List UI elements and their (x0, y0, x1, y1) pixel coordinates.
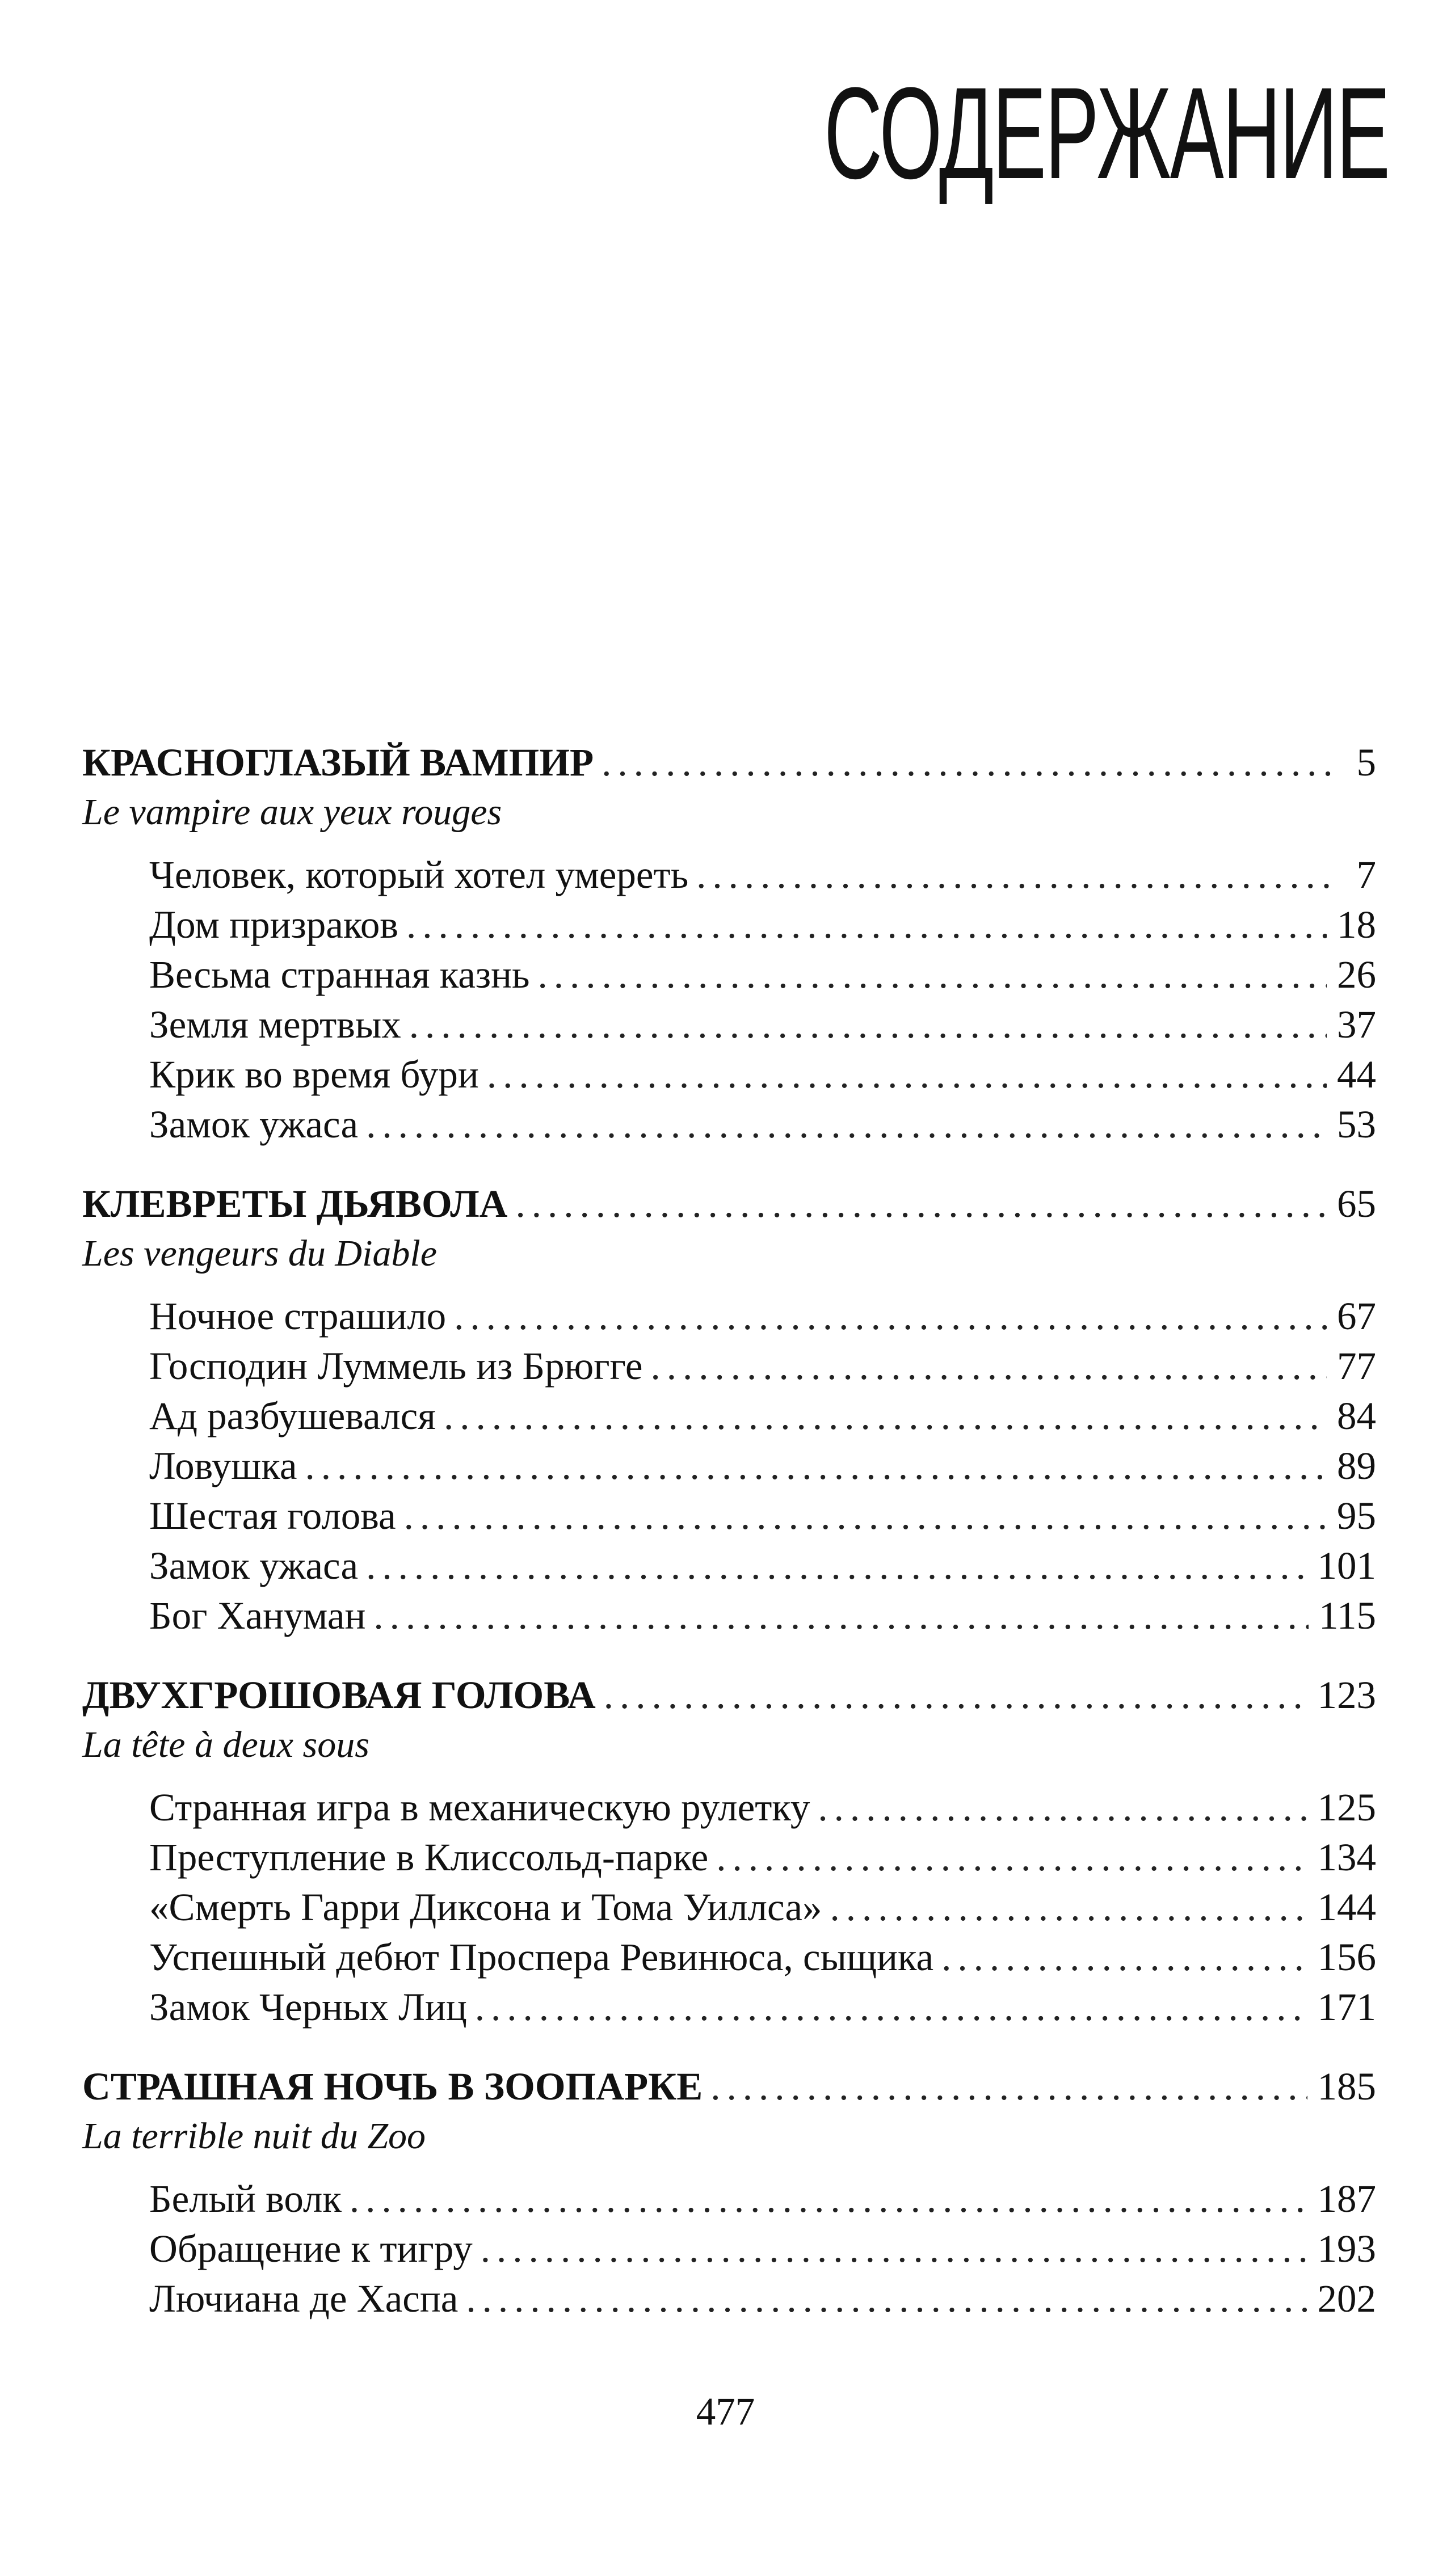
chapter-entry (82, 1291, 1376, 1341)
chapter-title: Человек, который хотел умереть (149, 853, 689, 896)
chapter-page-number: 84 (1337, 1394, 1376, 1437)
chapter-page-number: 89 (1337, 1444, 1376, 1487)
dot-leader (475, 1982, 1307, 2032)
page-number: 477 (696, 2390, 755, 2433)
chapter-title: Крик во время бури (149, 1053, 479, 1096)
chapter-entry (82, 1932, 1376, 1982)
chapter-page-number: 202 (1317, 2277, 1376, 2320)
dot-leader (830, 1882, 1307, 1932)
dot-leader (404, 1491, 1327, 1541)
toc-section (82, 1179, 1376, 1641)
section-heading (82, 1179, 1376, 1229)
chapter-entry (82, 2174, 1376, 2224)
chapter-title: Успешный дебют Проспера Ревинюса, сыщика (149, 1936, 934, 1979)
section-page-number: 5 (1356, 741, 1376, 784)
dot-leader (406, 900, 1327, 950)
page-title: СОДЕРЖАНИЕ (823, 60, 1389, 206)
chapter-title: Земля мертвых (149, 1003, 401, 1046)
chapter-title: Преступление в Клиссольд-парке (149, 1836, 709, 1879)
section-page-number: 185 (1317, 2065, 1376, 2108)
chapter-title: Ночное страшило (149, 1295, 447, 1338)
chapter-page-number: 101 (1317, 1544, 1376, 1587)
chapter-entry (82, 1832, 1376, 1882)
chapter-title: Замок ужаса (149, 1103, 359, 1146)
chapter-entry (82, 900, 1376, 950)
dot-leader (409, 1000, 1327, 1049)
dot-leader (444, 1391, 1327, 1441)
dot-leader (696, 850, 1339, 900)
dot-leader (710, 2061, 1307, 2111)
section-heading (82, 2061, 1376, 2111)
chapter-entry (82, 1099, 1376, 1149)
chapter-entry (82, 1000, 1376, 1049)
section-original-title: La terrible nuit du Zoo (82, 2115, 426, 2157)
chapter-page-number: 26 (1337, 953, 1376, 996)
chapter-page-number: 44 (1337, 1053, 1376, 1096)
chapter-page-number: 156 (1317, 1936, 1376, 1979)
dot-leader (350, 2174, 1307, 2224)
dot-leader (373, 1591, 1309, 1641)
chapter-title: Белый волк (149, 2177, 342, 2220)
chapter-entry (82, 1782, 1376, 1832)
dot-leader (602, 737, 1339, 787)
section-title: КРАСНОГЛАЗЫЙ ВАМПИР (82, 741, 594, 784)
chapter-entry (82, 1591, 1376, 1641)
chapter-page-number: 37 (1337, 1003, 1376, 1046)
chapter-page-number: 125 (1317, 1786, 1376, 1829)
chapter-title: Замок Черных Лиц (149, 1985, 467, 2029)
chapter-page-number: 193 (1317, 2227, 1376, 2270)
dot-leader (305, 1441, 1327, 1491)
chapter-entry (82, 1391, 1376, 1441)
chapter-entry (82, 1541, 1376, 1591)
section-original-title: Le vampire aux yeux rouges (82, 791, 502, 833)
chapter-page-number: 95 (1337, 1494, 1376, 1537)
table-of-contents (82, 737, 1376, 2353)
chapter-title: Ад разбушевался (149, 1394, 436, 1437)
chapter-page-number: 7 (1356, 853, 1376, 896)
chapter-title: «Смерть Гарри Диксона и Тома Уиллса» (149, 1886, 822, 1929)
chapter-page-number: 18 (1337, 903, 1376, 946)
dot-leader (481, 2224, 1307, 2274)
chapter-title: Бог Хануман (149, 1594, 366, 1637)
chapter-page-number: 171 (1317, 1985, 1376, 2029)
chapter-entry (82, 850, 1376, 900)
chapter-entry (82, 1882, 1376, 1932)
chapter-title: Странная игра в механическую рулетку (149, 1786, 810, 1829)
dot-leader (515, 1179, 1327, 1229)
chapter-entry (82, 950, 1376, 1000)
section-page-number: 123 (1317, 1673, 1376, 1717)
dot-leader (716, 1832, 1307, 1882)
dot-leader (366, 1099, 1327, 1149)
chapter-page-number: 115 (1319, 1594, 1376, 1637)
dot-leader (651, 1341, 1327, 1391)
toc-section (82, 2061, 1376, 2324)
chapter-entry (82, 1491, 1376, 1541)
dot-leader (941, 1932, 1307, 1982)
section-title: КЛЕВРЕТЫ ДЬЯВОЛА (82, 1182, 508, 1225)
chapter-entry (82, 1982, 1376, 2032)
section-heading (82, 1670, 1376, 1720)
dot-leader (454, 1291, 1327, 1341)
chapter-entry (82, 1341, 1376, 1391)
chapter-title: Шестая голова (149, 1494, 396, 1537)
chapter-title: Лючиана де Хаспа (149, 2277, 459, 2320)
chapter-title: Ловушка (149, 1444, 297, 1487)
section-title: ДВУХГРОШОВАЯ ГОЛОВА (82, 1673, 596, 1717)
chapter-title: Господин Луммель из Брюгге (149, 1344, 643, 1388)
section-original-title: Les vengeurs du Diable (82, 1233, 438, 1274)
chapter-page-number: 134 (1317, 1836, 1376, 1879)
dot-leader (538, 950, 1327, 1000)
dot-leader (366, 1541, 1307, 1591)
dot-leader (487, 1049, 1327, 1099)
chapter-title: Весьма странная казнь (149, 953, 530, 996)
toc-section (82, 1670, 1376, 2032)
section-original-title: La tête à deux sous (82, 1724, 369, 1765)
dot-leader (466, 2274, 1307, 2324)
section-page-number: 65 (1337, 1182, 1376, 1225)
chapter-page-number: 53 (1337, 1103, 1376, 1146)
chapter-title: Обращение к тигру (149, 2227, 473, 2270)
chapter-title: Дом призраков (149, 903, 398, 946)
chapter-entry (82, 1441, 1376, 1491)
dot-leader (818, 1782, 1307, 1832)
chapter-page-number: 187 (1317, 2177, 1376, 2220)
chapter-page-number: 67 (1337, 1295, 1376, 1338)
section-title: СТРАШНАЯ НОЧЬ В ЗООПАРКЕ (82, 2065, 703, 2108)
chapter-page-number: 144 (1317, 1886, 1376, 1929)
chapter-title: Замок ужаса (149, 1544, 359, 1587)
dot-leader (604, 1670, 1307, 1720)
section-heading (82, 737, 1376, 787)
toc-section (82, 737, 1376, 1149)
chapter-entry (82, 1049, 1376, 1099)
chapter-entry (82, 2274, 1376, 2324)
chapter-entry (82, 2224, 1376, 2274)
chapter-page-number: 77 (1337, 1344, 1376, 1388)
